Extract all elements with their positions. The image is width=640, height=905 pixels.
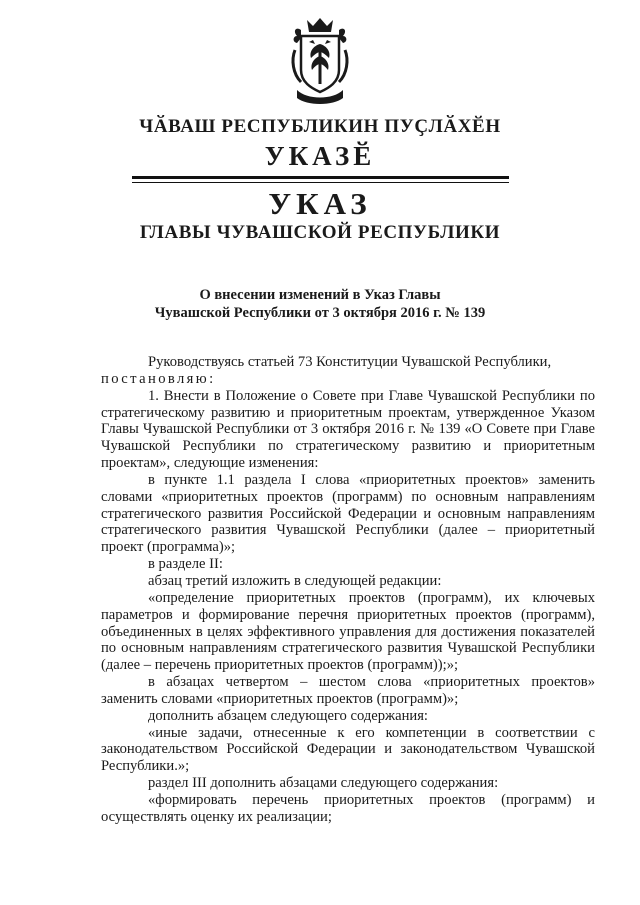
body-paragraph: в абзацах четвертом – шестом слова «приоритетных проектов» заменить словами «приоритетных проектов (программ)»;: [101, 674, 595, 707]
body-paragraph: «определение приоритетных проектов (программ), их ключевых параметров и формирование перечня приоритетных проектов (программ), объединенных в целях эффективного управления для достижения показателей по основным направлениям стратегического развития Чувашской Республики (далее – перечень приоритетных проектов (программ));»;: [101, 589, 595, 674]
document-body: [101, 354, 595, 826]
document-title: [100, 286, 540, 322]
document-title-line2: Чувашской Республики от 3 октября 2016 г. № 139: [154, 305, 486, 321]
body-paragraph: в пункте 1.1 раздела I слова «приоритетных проектов» заменить словами «приоритетных проектов (программ) по основным направлениям стратегического развития Российской Федерации и основным направлениям стратегического развития Чувашской Республики (далее – приоритетный проект (программа)»;: [101, 471, 595, 556]
header-chuvash-line2: УКАЗӖ: [264, 141, 376, 171]
body-paragraph: «иные задачи, отнесенные к его компетенции в соответствии с законодательством Российской Федерации и законодательством Чувашской Республики.»;: [101, 724, 595, 775]
body-paragraph: в разделе II:: [148, 556, 223, 573]
body-paragraph: раздел III дополнить абзацами следующего содержания:: [148, 775, 499, 792]
header-russian-line2: ГЛАВЫ ЧУВАШСКОЙ РЕСПУБЛИКИ: [139, 222, 501, 243]
header-chuvash-line1: ЧӐВАШ РЕСПУБЛИКИН ПУҪЛӐХӖН: [139, 116, 501, 137]
coat-of-arms-icon: [287, 16, 353, 108]
document-title-line1: О внесении изменений в Указ Главы: [199, 287, 441, 303]
header-divider-thin: [132, 182, 509, 183]
body-paragraph: абзац третий изложить в следующей редакции:: [148, 572, 442, 589]
body-paragraph: дополнить абзацем следующего содержания:: [148, 707, 428, 724]
header-divider-thick: [132, 176, 509, 179]
body-paragraph: 1. Внести в Положение о Совете при Главе Чувашской Республики по стратегическому развитию и приоритетным проектам, утвержденное Указом Главы Чувашской Республики от 3 октября 2016 г. № 139 «О Совете при Главе Чувашской Республики по стратегическому развитию и приоритетным проектам», следующие изменения:: [101, 387, 595, 472]
body-paragraph-decree: постановляю:: [101, 370, 216, 387]
body-paragraph: Руководствуясь статьей 73 Конституции Чувашской Республики,: [148, 354, 552, 370]
body-paragraph: «формировать перечень приоритетных проектов (программ) и осуществлять оценку их реализации;: [101, 791, 595, 825]
header-russian-line1: УКАЗ: [268, 186, 372, 221]
